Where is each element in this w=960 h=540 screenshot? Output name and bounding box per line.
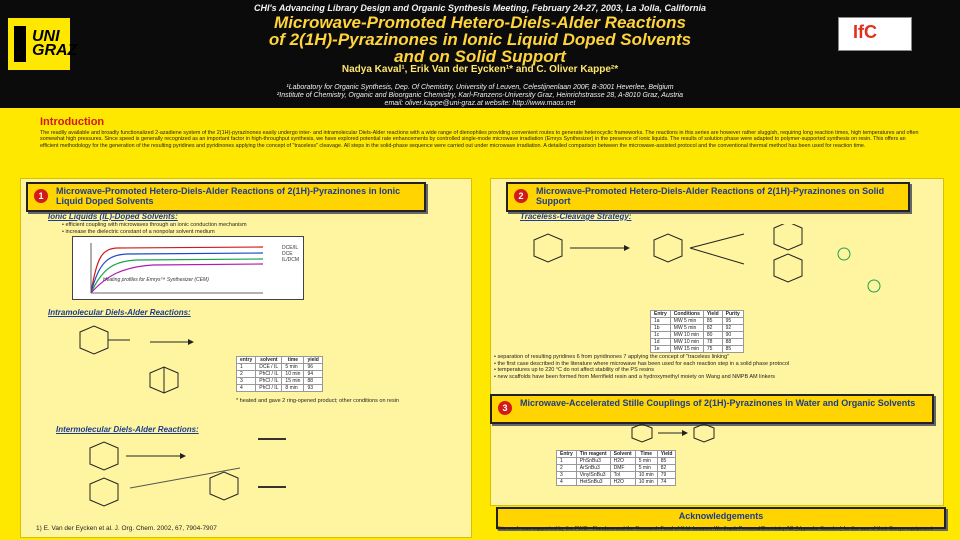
table-row: 3 PhCl / IL 15 min 88 bbox=[237, 378, 323, 385]
section-number: 1 bbox=[34, 189, 48, 203]
table-row: 2 PhCl / IL 10 min 94 bbox=[237, 371, 323, 378]
section-title: Microwave-Promoted Hetero-Diels-Alder Reactions of 2(1H)-Pyrazinones on Solid Support bbox=[536, 186, 885, 206]
ionic-liquids-heading: Ionic Liquids (IL)-Doped Solvents: bbox=[48, 212, 178, 221]
intro-heading: Introduction bbox=[40, 116, 105, 128]
table-header-row: Entry Conditions Yield Purity bbox=[651, 311, 744, 318]
intramolecular-table bbox=[236, 356, 323, 392]
poster-title bbox=[120, 14, 840, 65]
section-1-header bbox=[26, 182, 426, 212]
table-row: 4 HetSnBu3 H2O 10 min 74 bbox=[557, 479, 676, 486]
intermolecular-scheme bbox=[70, 438, 270, 518]
table-header-row: Entry Tin reagent Solvent Time Yield bbox=[557, 451, 676, 458]
table-row: 1a MW 5 min 85 95 bbox=[651, 318, 744, 325]
table-row: 1e MW 15 min 75 85 bbox=[651, 346, 744, 353]
header-banner bbox=[0, 0, 960, 108]
uni-logo-text: UNI GRAZ bbox=[32, 28, 78, 59]
stille-table bbox=[556, 450, 676, 486]
table-header-row: entry solvent time yield bbox=[237, 357, 323, 364]
bicyclic-product bbox=[140, 365, 200, 395]
intermediate-bracket bbox=[258, 438, 286, 488]
heating-profile-chart bbox=[72, 236, 304, 300]
traceless-scheme bbox=[514, 224, 934, 304]
title-line-3: and on Solid Support bbox=[394, 47, 566, 66]
section-title: Microwave-Promoted Hetero-Diels-Alder Reactions of 2(1H)-Pyrazinones in Ionic Liquid Doped Solvents bbox=[56, 186, 401, 206]
table-row: 1 PhSnBu3 H2O 5 min 85 bbox=[557, 458, 676, 465]
heating-profile-plot bbox=[73, 237, 303, 299]
traceless-heading: Traceless-Cleavage Strategy: bbox=[520, 212, 632, 221]
intermolecular-heading: Intermolecular Diels-Alder Reactions: bbox=[56, 425, 199, 434]
intramolecular-note: * heated and gave 2 ring-opened product; other conditions on resin bbox=[236, 398, 399, 404]
reference: 1) E. Van der Eycken et al. J. Org. Chem. 2002, 67, 7904-7907 bbox=[36, 525, 217, 532]
title-line-2: of 2(1H)-Pyrazinones in Ionic Liquid Doped Solvents bbox=[268, 30, 692, 49]
intro-text: The readily available and broadly functionalized 2-azadiene system of the 2(1H)-pyrazinones easily undergo inter- and intramolecular Diels-Alder reactions with a wide range of dienophiles providing convenient routes to generate heterocyclic frameworks. The reactions in this series are however rather sluggish, requiring long reaction times, high temperatures and often somewhat high pressures. Since speed is generally recognized as an important factor in high-throughput synthesis, we have explored potential rate enhancements by controlled single-mode microwave irradiation (Emrys Synthesizer) in the presence of ionic liquids. The results of solution phase were adapted to polymer-supported synthesis on resin. This offers an efficient methodology for the generation of the resulting pyridines and pyridinones applying the concept of "traceless" cleavage. All steps in the solid-phase sequence were carried out under microwave irradiation. A detailed comparison between the microwave-assisted protocol and the conventional thermal method has been used for reaction time. bbox=[40, 130, 919, 149]
section-title: Microwave-Accelerated Stille Couplings of 2(1H)-Pyrazinones in Water and Organic Solvents bbox=[520, 398, 916, 408]
section-2-header bbox=[506, 182, 910, 212]
meeting-line: CHI's Advancing Library Design and Organic Synthesis Meeting, February 24-27, 2003, La Jolla, California bbox=[254, 3, 706, 13]
table-row: 1c MW 10 min 80 90 bbox=[651, 332, 744, 339]
table-row: 1b MW 5 min 82 92 bbox=[651, 325, 744, 332]
chart-note: Heating profiles for Emrys™ Synthesizer (CEM) bbox=[103, 277, 209, 283]
authors: Nadya Kaval¹, Erik Van der Eycken¹* and C. Oliver Kappe²* bbox=[341, 64, 619, 75]
chart-legend: DCE/IL DCE IL/DCM bbox=[282, 245, 299, 263]
stille-scheme bbox=[612, 422, 732, 452]
table-row: 1d MW 10 min 78 88 bbox=[651, 339, 744, 346]
table-row: 2 ArSnBu3 DMF 5 min 82 bbox=[557, 465, 676, 472]
section-3-header bbox=[490, 394, 934, 424]
uni-graz-logo bbox=[8, 18, 78, 70]
ionic-bullets: • efficient coupling with microwaves through an ionic conduction mechanism • increase the dielectric constant of a nonpolar solvent medium bbox=[62, 222, 247, 235]
solid-support-bullets: • separation of resulting pyridines 6 from pyridinones 7 applying the concept of "traceless linking" • the first case described in the literature where microwave has been used for each reaction step in a solid phase protocol • temperatures up to 220 °C do not affect stability of the PS resins • new scaffolds have been formed from Merrifield resin and a hydroxymethyl moiety on Wang and NMPB AM linkers bbox=[494, 354, 790, 380]
section-number: 2 bbox=[514, 189, 528, 203]
intramolecular-heading: Intramolecular Diels-Alder Reactions: bbox=[48, 308, 191, 317]
table-row: 1 DCE / IL 5 min 96 bbox=[237, 364, 323, 371]
table-row: 3 VinylSnBu3 Tol 10 min 79 bbox=[557, 472, 676, 479]
title-line-1: Microwave-Promoted Hetero-Diels-Alder Reactions bbox=[274, 13, 686, 32]
acknowledgements-title: Acknowledgements bbox=[678, 511, 764, 521]
solid-support-table bbox=[650, 310, 744, 353]
table-row: 4 PhCl / IL 8 min 93 bbox=[237, 385, 323, 392]
affiliations: ¹Laboratory for Organic Synthesis, Dep. Of Chemistry, University of Leuven, Celestijnenlaan 200F, B-3001 Heverlee, Belgium ²Institute of Chemistry, Organic and Bioorganic Chemistry, Karl-Franzens-University Graz, Heinrichstrasse 28, A-8010 Graz, Austria email: oliver.kappe@uni-graz.at website: http://www.maos.net bbox=[276, 84, 684, 107]
acknowledgements-text: This work was supported by the FWO - Flanders and the Research Fund of K.U. Leuven. We thank PersonalChemistry AB (Uppsala, Sweden) for the use of their Emrys equipment. bbox=[496, 526, 934, 532]
ifc-logo: IfC bbox=[838, 17, 912, 51]
section-number: 3 bbox=[498, 401, 512, 415]
